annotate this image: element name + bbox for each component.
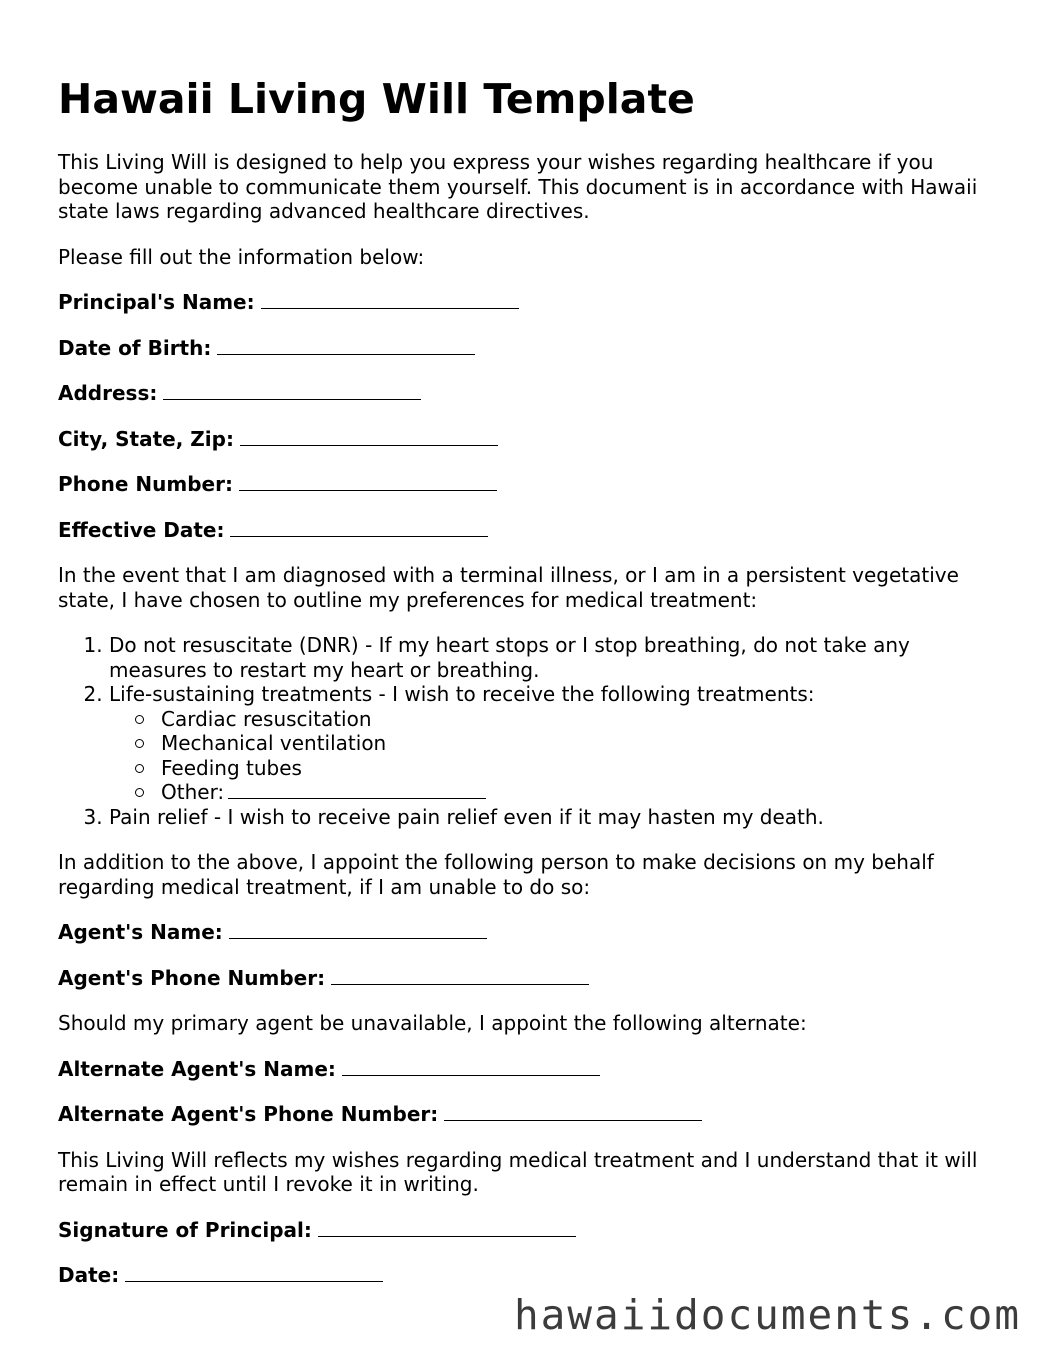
phone-number-field[interactable]	[58, 472, 993, 497]
alternate-agent-name-label: Alternate Agent's Name:	[58, 1056, 336, 1081]
treatment-item-other[interactable]	[135, 780, 993, 805]
agent-phone-label: Agent's Phone Number:	[58, 965, 326, 990]
signature-label: Signature of Principal:	[58, 1217, 312, 1242]
city-state-zip-field[interactable]	[58, 427, 993, 452]
instruction-text: Please fill out the information below:	[58, 244, 425, 269]
signature-field[interactable]	[58, 1218, 993, 1243]
alternate-agent-phone-label: Alternate Agent's Phone Number:	[58, 1102, 439, 1126]
preference-life-sustaining-text: Life-sustaining treatments - I wish to receive the following treatments:	[109, 682, 815, 706]
agent-name-blank[interactable]	[229, 920, 487, 939]
agent-phone-field[interactable]	[58, 966, 993, 991]
date-of-birth-field[interactable]	[58, 336, 993, 361]
effective-date-field[interactable]	[58, 518, 993, 543]
treatment-other-label: Other:	[161, 780, 225, 804]
city-state-zip-blank[interactable]	[240, 427, 498, 446]
address-field[interactable]	[58, 381, 993, 406]
circle-bullet-icon	[135, 764, 144, 773]
alternate-agent-name-blank[interactable]	[342, 1057, 600, 1076]
treatment-item	[135, 756, 993, 781]
agent-name-field[interactable]	[58, 920, 993, 945]
circle-bullet-icon	[135, 739, 144, 748]
alternate-agent-phone-blank[interactable]	[444, 1102, 702, 1121]
alternate-agent-name-field[interactable]	[58, 1057, 993, 1082]
effective-date-blank[interactable]	[230, 518, 488, 537]
signature-date-label: Date:	[58, 1263, 120, 1287]
signature-blank[interactable]	[318, 1218, 576, 1237]
date-of-birth-blank[interactable]	[217, 336, 475, 355]
treatment-label: Mechanical ventilation	[161, 731, 387, 755]
preference-dnr	[109, 633, 993, 682]
date-of-birth-label: Date of Birth:	[58, 335, 212, 360]
intro-paragraph: This Living Will is designed to help you express your wishes regarding healthcare if you become unable to communicate them yourself. This document is in accordance with Hawaii state laws regarding advanced healthcare directives.	[58, 150, 978, 223]
treatments-sublist	[109, 707, 993, 805]
preferences-list	[58, 633, 993, 829]
circle-bullet-icon	[135, 788, 144, 797]
signature-date-blank[interactable]	[125, 1263, 383, 1282]
agent-phone-blank[interactable]	[331, 966, 589, 985]
document-page	[58, 74, 993, 1309]
effective-date-label: Effective Date:	[58, 517, 225, 542]
alternate-agent-phone-field[interactable]	[58, 1102, 993, 1127]
address-blank[interactable]	[163, 381, 421, 400]
principal-name-blank[interactable]	[261, 290, 519, 309]
document-title: Hawaii Living Will Template	[58, 75, 695, 123]
treatment-intro-paragraph: In the event that I am diagnosed with a terminal illness, or I am in a persistent vegetative state, I have chosen to outline my preferences for medical treatment:	[58, 563, 959, 612]
preference-life-sustaining	[109, 682, 993, 805]
phone-number-blank[interactable]	[239, 472, 497, 491]
treatment-other-blank[interactable]	[228, 780, 486, 799]
closing-paragraph: This Living Will reflects my wishes regarding medical treatment and I understand that it will remain in effect until I revoke it in writing.	[58, 1147, 978, 1196]
signature-date-field[interactable]	[58, 1263, 993, 1288]
principal-name-field[interactable]	[58, 290, 993, 315]
preference-pain-relief-text: Pain relief - I wish to receive pain relief even if it may hasten my death.	[109, 804, 824, 829]
treatment-item	[135, 731, 993, 756]
alternate-intro-paragraph: Should my primary agent be unavailable, I appoint the following alternate:	[58, 1011, 807, 1035]
treatment-label: Feeding tubes	[161, 755, 302, 780]
agent-intro-paragraph: In addition to the above, I appoint the following person to make decisions on my behalf regarding medical treatment, if I am unable to do so:	[58, 850, 934, 899]
principal-name-label: Principal's Name:	[58, 290, 255, 314]
site-watermark: hawaiidocuments.com	[514, 1291, 1021, 1339]
phone-number-label: Phone Number:	[58, 472, 233, 496]
treatment-label: Cardiac resuscitation	[161, 706, 372, 731]
address-label: Address:	[58, 381, 158, 405]
preference-pain-relief	[109, 805, 993, 830]
preference-dnr-text: Do not resuscitate (DNR) - If my heart stops or I stop breathing, do not take any measures to restart my heart or breathing.	[109, 633, 910, 682]
agent-name-label: Agent's Name:	[58, 920, 223, 944]
city-state-zip-label: City, State, Zip:	[58, 426, 234, 451]
treatment-item	[135, 707, 993, 732]
circle-bullet-icon	[135, 715, 144, 724]
